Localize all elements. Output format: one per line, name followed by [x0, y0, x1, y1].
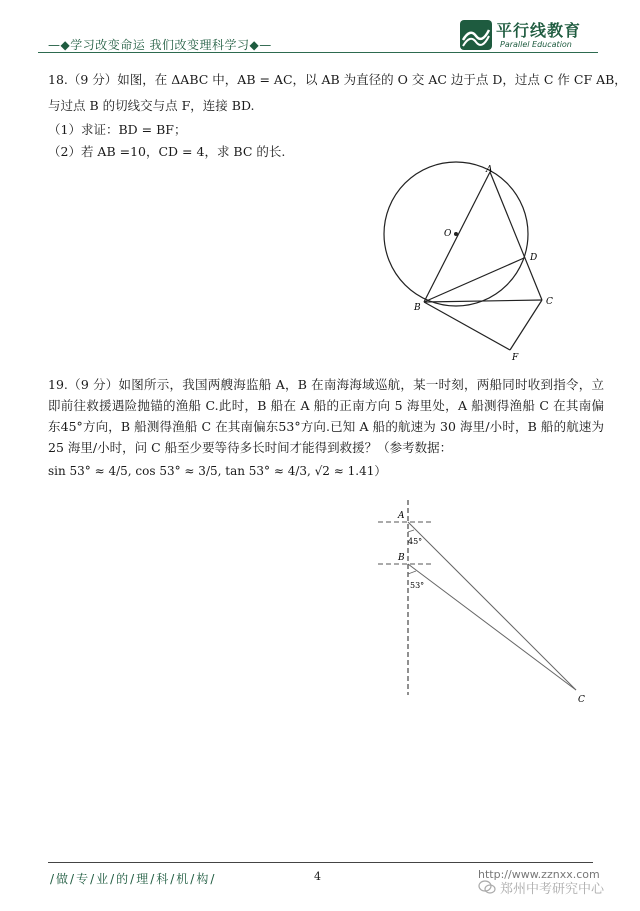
- label-c: C: [546, 297, 553, 307]
- header-divider: [38, 52, 598, 53]
- q18-line1: 18.（9 分）如图，在 ΔABC 中，AB = AC，以 AB 为直径的 O 交 AC 边于点 D，过点 C 作 CF AB，: [48, 72, 627, 87]
- logo-text: 平行线教育: [496, 21, 582, 40]
- q18-line2: 与过点 B 的切线交与点 F，连接 BD.: [48, 98, 255, 113]
- footer-motto: /做/专/业/的/理/科/机/构/: [50, 872, 217, 886]
- label-b: B: [414, 303, 421, 313]
- label-o: O: [444, 229, 452, 239]
- q18-part1: （1）求证：BD = BF；: [48, 122, 187, 137]
- q19-text: 19.（9 分）如图所示，我国两艘海监船 A，B 在南海海域巡航，某一时刻，两船同时收到指令，立即前往救援遇险抛锚的渔船 C.此时，B 船在 A 船的正南方向 5 海里处，A 船测得渔船 C 在其南偏东45°方向，B 船测得渔船 C 在其南偏东53°方向.已知 A 船的航速为 30 海里/小时，B 船的航速为 25 海里/小时，问 C 船至少要等待多长时间才能得到救援？（参考数据：: [48, 377, 604, 455]
- footer-url: http://www.zznxx.com: [478, 868, 600, 881]
- watermark-text: 郑州中考研究中心: [500, 882, 605, 897]
- label-a2: A: [398, 511, 405, 521]
- angle-45: 45°: [408, 537, 423, 546]
- footer-divider: [48, 862, 593, 863]
- page-header: [0, 0, 640, 62]
- q19-navigation-figure: [370, 500, 600, 710]
- q18-part2: （2）若 AB =10，CD = 4，求 BC 的长.: [48, 144, 286, 159]
- page-number: 4: [314, 870, 321, 883]
- chat-watermark-icon: [478, 880, 496, 894]
- q18-geometry-figure: [380, 160, 580, 370]
- logo-subtext: Parallel Education: [500, 40, 572, 49]
- angle-53: 53°: [410, 581, 425, 590]
- label-d: D: [530, 253, 538, 263]
- label-b2: B: [398, 553, 405, 563]
- header-slogan: —◆学习改变命运 我们改变理科学习◆—: [48, 38, 272, 52]
- q19-formula: sin 53° ≈ 4/5, cos 53° ≈ 3/5, tan 53° ≈ 4/3, √2 ≈ 1.41）: [48, 464, 387, 478]
- label-a: A: [486, 165, 493, 175]
- label-c2: C: [578, 695, 585, 705]
- label-f: F: [512, 353, 519, 363]
